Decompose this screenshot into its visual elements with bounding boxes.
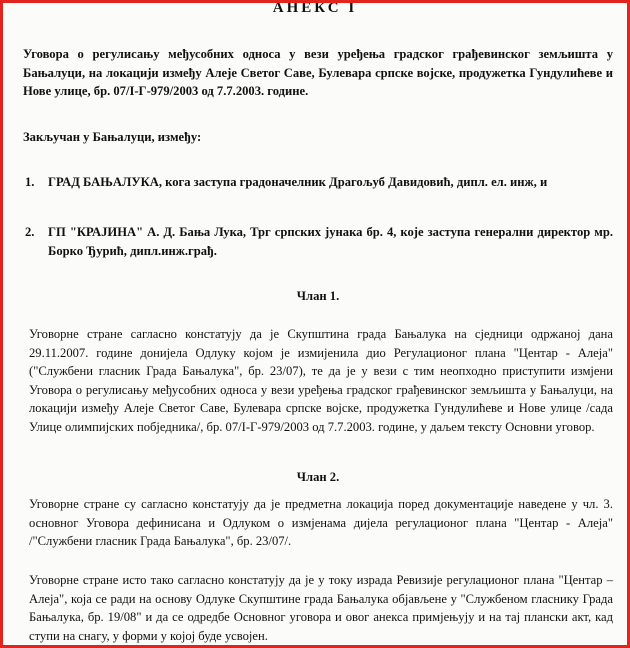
party-1: ГРАД БАЊАЛУКА, кога заступа градоначелник Драгољуб Давидовић, дипл. ел. инж, и [48, 175, 548, 189]
article-1-heading: Члан 1. [296, 289, 340, 303]
article-2-heading: Члан 2. [296, 470, 340, 484]
article-1-text: Уговорне стране сагласно констатују да је Скупштина града Бањалука на сједници одржаној дана 29.11.2007. године донијела Одлуку којом је измијенила дио Регулационог плана "Центар - Алеја" ("Службени гласник Града Бањалука", бр. 23/07), те да је у вези с тим неопходно приступити измјени Уговора о регулисању међусобних односа у вези уређења градског грађевинског земљишта у Бањалуци, на локацији између Алеје Светог Саве, Булевара српске војске, продужетка Гундулићеве и Нове улице /сада Улице олимпијских побједника/, бр. 07/I-Г-979/2003 од 7.7.2003. године, у даљем тексту Основни уговор. [29, 327, 613, 434]
party-2-number: 2. [25, 225, 35, 239]
contract-intro: Уговора о регулисању међусобних односа у вези уређења градског грађевинског земљишта у Бањалуци, на локацији између Алеје Светог Саве, Булевара српске војске, продужетка Гундулићеве и Нове улице, бр. 07/I-Г-979/2003 од 7.7.2003. године. [23, 47, 613, 98]
party-2: ГП "КРАЈИНА" А. Д. Бања Лука, Трг српских јунака бр. 4, које заступа генерални директор мр. Борко Ђурић, дипл.инж.грађ. [48, 225, 613, 258]
concluded-line: Закључан у Бањалуци, између: [23, 130, 202, 144]
annex-title: АНЕКС I [272, 0, 358, 16]
article-2-paragraph-1: Уговорне стране су сагласно констатују да је предметна локација поред документације наведене у чл. 3. основног Уговора дефинисана и Одлуком о измјенама дијела регулационог плана "Центар - Алеја" /"Службени гласник Града Бањалука", бр. 23/07/. [29, 497, 613, 548]
party-1-number: 1. [25, 175, 35, 189]
article-2-paragraph-2: Уговорне стране исто тако сагласно констатују да је у току израда Ревизије регулационог плана "Центар – Алеја", која се ради на основу Одлуке Скупштине града Бањалука објављене у "Службеном гласнику Града Бањалука, бр. 19/08" и да се одредбе Основног уговора и овог анекса примјењују и на тај плански акт, кад ступи на снагу, у форми у којој буде усвојен. [29, 573, 613, 643]
